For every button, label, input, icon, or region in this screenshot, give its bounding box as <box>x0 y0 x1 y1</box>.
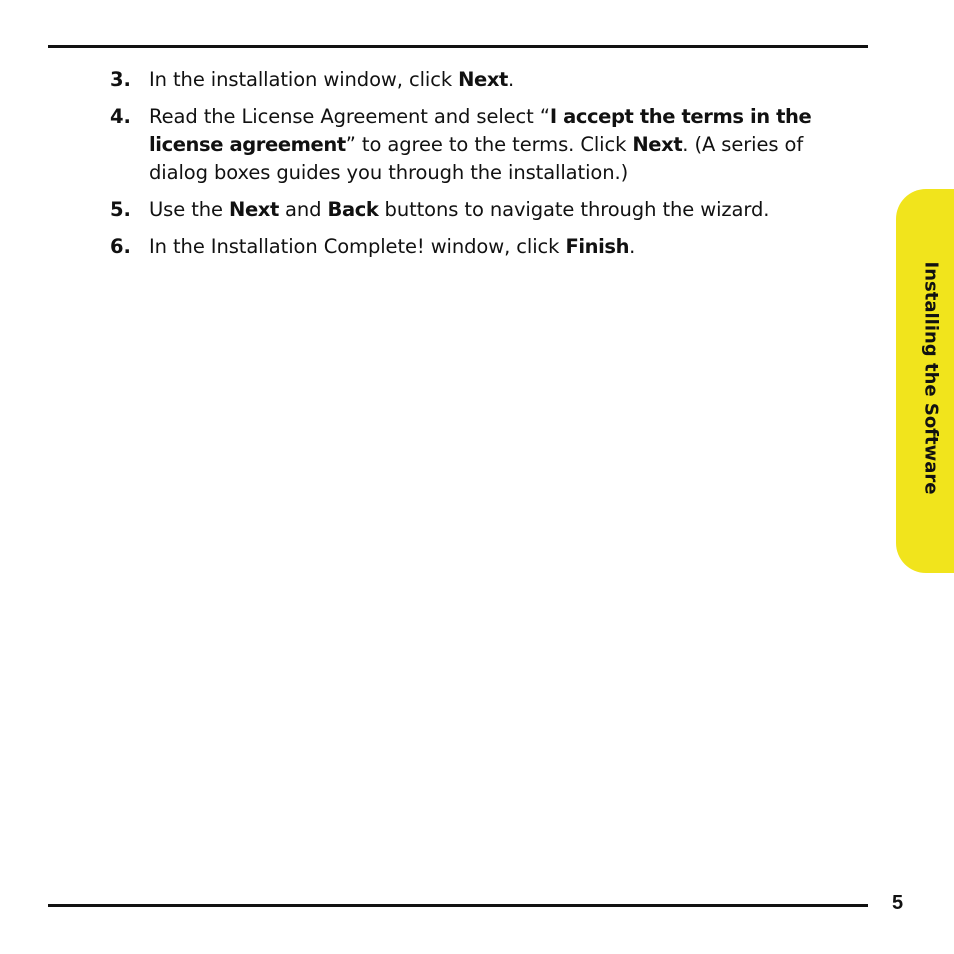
section-side-tab-label: Installing the Software <box>920 261 942 495</box>
step-text: Read the License Agreement and select “I accept the terms in the license agreement” to agree to the terms. Click Next. (A series of dialog boxes guides you through the installation.) <box>149 105 812 184</box>
step-5 <box>110 196 840 224</box>
finish-label: Finish <box>565 235 630 258</box>
step-text: In the installation window, click Next. <box>149 68 515 91</box>
back-label: Back <box>327 198 379 221</box>
bottom-rule <box>48 904 868 907</box>
step-3 <box>110 66 840 94</box>
step-number: 5. <box>110 198 131 221</box>
next-label: Next <box>458 68 508 91</box>
next-label: Next <box>229 198 279 221</box>
step-number: 4. <box>110 105 131 128</box>
top-rule <box>48 45 868 48</box>
installation-steps-list <box>110 66 840 270</box>
page-number: 5 <box>892 892 904 914</box>
step-text: Use the Next and Back buttons to navigate through the wizard. <box>149 198 770 221</box>
step-6 <box>110 233 840 261</box>
step-number: 3. <box>110 68 131 91</box>
step-text: In the Installation Complete! window, click Finish. <box>149 235 636 258</box>
step-4 <box>110 103 840 187</box>
step-number: 6. <box>110 235 131 258</box>
next-label: Next <box>632 133 683 156</box>
accept-terms-label: I accept the terms in the license agreement <box>149 105 812 156</box>
